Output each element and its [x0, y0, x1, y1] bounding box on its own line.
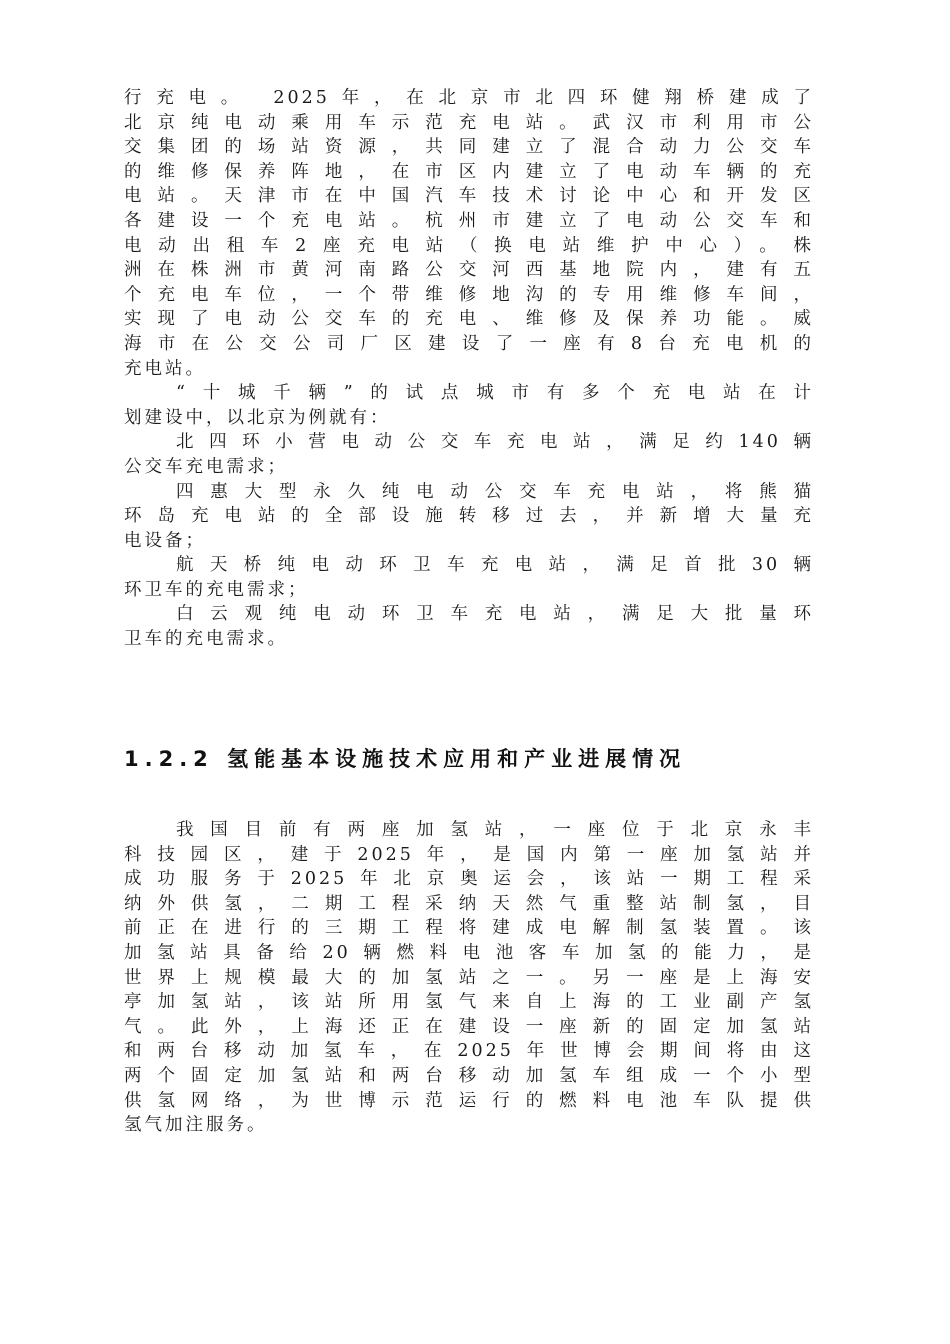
text-line: 四惠大型永久纯电动公交车充电站，将熊猫 — [176, 481, 814, 502]
text-line: 卫车的充电需求。 — [124, 629, 288, 650]
text-line: 交集团的场站资源，共同建立了混合动力公交车 — [124, 137, 814, 158]
text-line: 科技园区，建于2025年，是国内第一座加氢站并 — [124, 844, 814, 865]
text-line: 个充电车位，一个带维修地沟的专用维修车间， — [124, 284, 814, 305]
text-line: 北京纯电动乘用车示范充电站。武汉市利用市公 — [124, 112, 814, 133]
document-page — [124, 86, 814, 652]
text-line: 行充电。 2025年，在北京市北四环健翔桥建成了 — [124, 88, 814, 108]
text-line: 成功服务于2025年北京奥运会，该站一期工程采 — [124, 869, 814, 890]
text-line: 世界上规模最大的加氢站之一。另一座是上海安 — [124, 967, 814, 988]
text-line: 我国目前有两座加氢站，一座位于北京永丰 — [176, 820, 814, 840]
text-line: 白云观纯电动环卫车充电站，满足大批量环 — [176, 604, 814, 625]
text-line: 氢气加注服务。 — [124, 1115, 268, 1136]
text-line: 海市在公交公司厂区建设了一座有8台充电机的 — [124, 333, 814, 354]
pilot-cities-paragraph — [124, 381, 814, 430]
text-line: 的维修保养阵地，在市区内建立了电动车辆的充 — [124, 161, 814, 182]
list-item-beisihuan — [124, 430, 814, 479]
text-line: 亭加氢站，该站所用氢气来自上海的工业副产氢 — [124, 992, 814, 1013]
text-line: 洲在株洲市黄河南路公交河西基地院内，建有五 — [124, 260, 814, 281]
text-line: 环卫车的充电需求； — [124, 579, 309, 600]
text-line: 供氢网络，为世博示范运行的燃料电池车队提供 — [124, 1090, 814, 1111]
text-line: 充电站。 — [124, 358, 206, 379]
text-line: 电动出租车2座充电站（换电站维护中心）。株 — [124, 235, 814, 256]
hydrogen-section — [124, 818, 814, 1138]
text-line: 气。此外，上海还正在建设一座新的固定加氢站 — [124, 1016, 814, 1037]
text-line: 前正在进行的三期工程将建成电解制氢装置。该 — [124, 918, 814, 939]
text-line: 航天桥纯电动环卫车充电站，满足首批30辆 — [176, 555, 814, 576]
text-line: 两个固定加氢站和两台移动加氢车组成一个小型 — [124, 1065, 814, 1086]
text-line: 纳外供氢，二期工程采纳天然气重整站制氢，目 — [124, 893, 814, 914]
text-line: 电站。天津市在中国汽车技术讨论中心和开发区 — [124, 186, 814, 207]
text-line: 环岛充电站的全部设施转移过去，并新增大量充 — [124, 506, 814, 527]
text-line: 北四环小营电动公交车充电站，满足约140辆 — [176, 432, 814, 453]
text-line: 和两台移动加氢车，在2025年世博会期间将由这 — [124, 1041, 814, 1062]
text-line: 划建设中，以北京为例就有： — [124, 407, 391, 428]
section-heading: 1.2.2 氢能基本设施技术应用和产业进展情况 — [124, 747, 687, 771]
list-item-hangtianqiao — [124, 553, 814, 602]
text-line: 加氢站具备给20辆燃料电池客车加氢的能力，是 — [124, 942, 814, 963]
text-line: 公交车充电需求； — [124, 456, 288, 477]
text-line: 各建设一个充电站。杭州市建立了电动公交车和 — [124, 210, 814, 231]
list-item-sihui — [124, 480, 814, 554]
text-line: 实现了电动公交车的充电、维修及保养功能。威 — [124, 309, 814, 330]
charging-stations-paragraph — [124, 86, 814, 381]
hydrogen-stations-paragraph — [124, 818, 814, 1138]
list-item-baiyunguan — [124, 602, 814, 651]
text-line: 电设备； — [124, 530, 206, 551]
text-line: “十城千辆”的试点城市有多个充电站在计 — [176, 383, 814, 404]
